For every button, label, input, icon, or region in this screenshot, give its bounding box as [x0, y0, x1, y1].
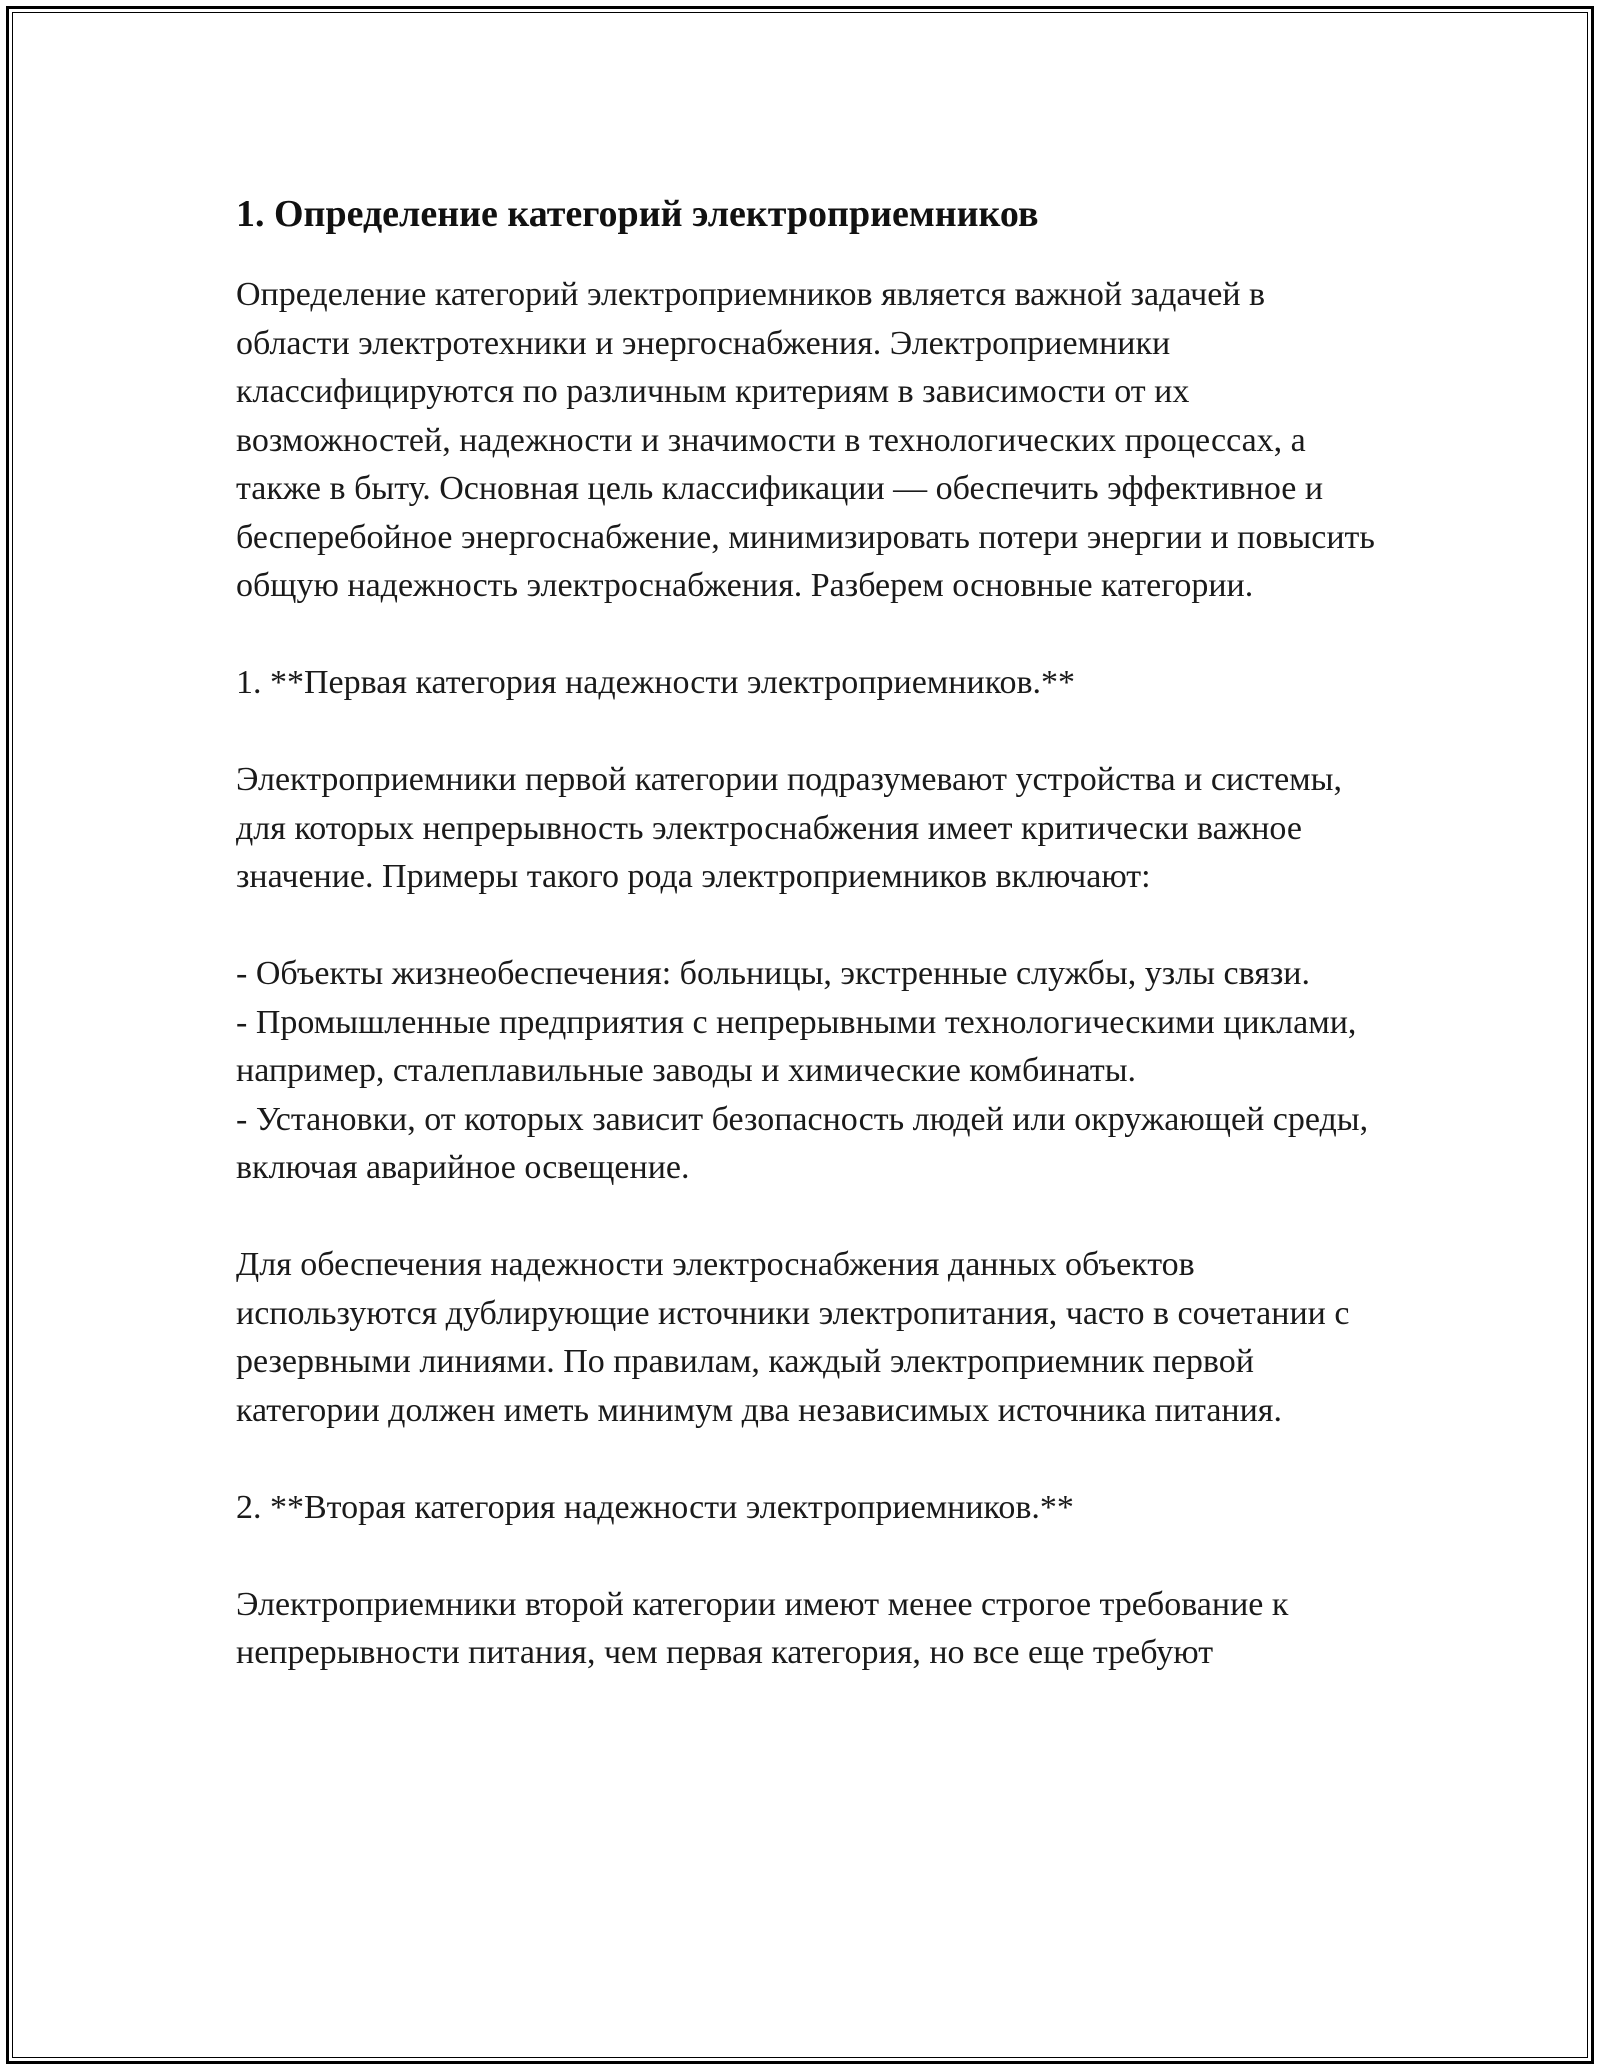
section1-list [236, 950, 1376, 1193]
list-item: - Промышленные предприятия с непрерывными технологическими циклами, например, сталеплавильные заводы и химические комбинаты. [236, 1003, 1357, 1089]
paragraph-gap [236, 1532, 1376, 1581]
section2-paragraph: Электроприемники второй категории имеют менее строгое требование к непрерывности питания, чем первая категория, но все еще требуют [236, 1585, 1289, 1671]
intro-paragraph: Определение категорий электроприемников является важной задачей в области электротехники и энергоснабжения. Электроприемники классифицируются по различным критериям в зависимости от их возможностей, надежности и значимости в технологических процессах, а также в быту. Основная цель классификации — обеспечить эффективное и бесперебойное энергоснабжение, минимизировать потери энергии и повысить общую надежность электроснабжения. Разберем основные категории. [236, 276, 1375, 604]
list-item: - Объекты жизнеобеспечения: больницы, экстренные службы, узлы связи. [236, 955, 1310, 992]
list-item: - Установки, от которых зависит безопасность людей или окружающей среды, включая аварийное освещение. [236, 1100, 1369, 1186]
paragraph-gap [236, 611, 1376, 660]
section1-paragraph: Электроприемники первой категории подразумевают устройства и системы, для которых непрерывность электроснабжения имеет критически важное значение. Примеры такого рода электроприемников включают: [236, 761, 1343, 895]
paragraph-gap [236, 902, 1376, 951]
section1-heading: 1. **Первая категория надежности электроприемников.** [236, 664, 1076, 701]
document-title: 1. Определение категорий электроприемников [236, 193, 1039, 235]
paragraph-gap [236, 1435, 1376, 1484]
document-body [236, 186, 1376, 1678]
paragraph-gap [236, 708, 1376, 757]
paragraph-gap [236, 1193, 1376, 1242]
section1-closing-paragraph: Для обеспечения надежности электроснабжения данных объектов используются дублирующие источники электропитания, часто в сочетании с резервными линиями. По правилам, каждый электроприемник первой категории должен иметь минимум два независимых источника питания. [236, 1246, 1350, 1429]
section2-heading: 2. **Вторая категория надежности электроприемников.** [236, 1488, 1074, 1526]
